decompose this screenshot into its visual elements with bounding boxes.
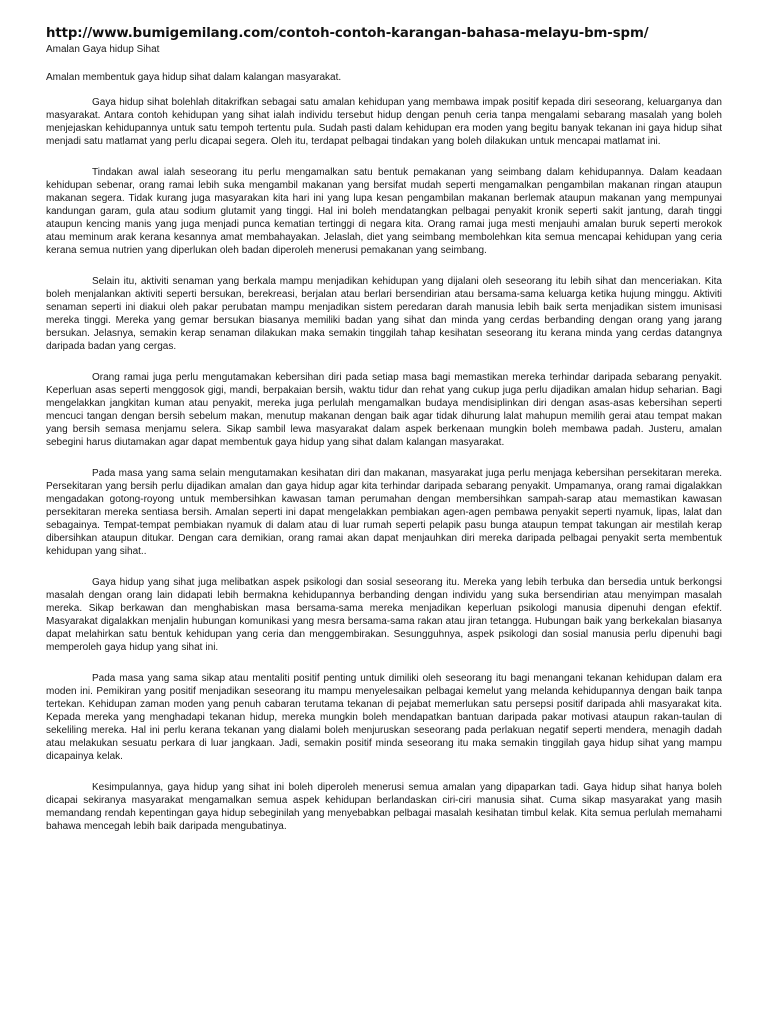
paragraph-positive-mindset: Pada masa yang sama sikap atau mentaliti positif penting untuk dimiliki oleh seseorang itu bagi menangani tekanan kehidupan dalam era moden ini. Pemikiran yang positif menjadikan seseorang itu mampu menyelesaikan pelbagai kemelut yang melanda kehidupannya dengan baik tanpa tertekan. Kehidupan zaman moden yang penuh cabaran terutama tekanan di pejabat memerlukan satu persepsi positif daripada ahli masyarakat kita. Kepada mereka yang menghadapi tekanan hidup, mereka mungkin boleh mendapatkan bantuan daripada pakar motivasi ataupun rakan-taulan di sekeliling mereka. Hal ini perlu kerana tekanan yang dialami boleh menjuruskan seseorang pada perlakuan negatif seperti mendera, menagih dadah atau melakukan sesuatu perkara di luar jangkaan. Jadi, semakin positif minda seseorang itu maka semakin tinggilah gaya hidup sihat yang mampu dicapainya kelak. <box>46 673 722 762</box>
paragraph-introduction: Gaya hidup sihat bolehlah ditakrifkan sebagai satu amalan kehidupan yang membawa impak positif kepada diri seseorang, keluarganya dan masyarakat. Antara contoh kehidupan yang sihat ialah individu tersebut hidup dengan penuh ceria tanpa mengalami sebarang masalah yang boleh menjejaskan kehidupannya untuk satu tempoh tertentu pula. Sudah pasti dalam kehidupan era moden yang begitu banyak tekanan ini gaya hidup sihat menjadi satu matlamat yang perlu dicapai segera. Oleh itu, terdapat pelbagai tindakan yang boleh dilakukan untuk mencapai matlamat ini. <box>46 97 722 147</box>
paragraph-exercise: Selain itu, aktiviti senaman yang berkala mampu menjadikan kehidupan yang dijalani oleh seseorang itu lebih sihat dan menceriakan. Kita boleh menjalankan aktiviti seperti bersukan, berekreasi, berjalan atau berlari bersendirian atau bersama-sama keluarga ketika hujung minggu. Aktiviti senaman seperti ini diakui oleh pakar perubatan mampu menjadikan sistem peredaran darah manusia lebih baik serta menjadikan sistem imunisasi mereka tinggi. Mereka yang gemar bersukan biasanya memiliki badan yang sihat dan minda yang cerdas berbanding dengan orang yang jarang bersukan. Jelasnya, semakin kerap senaman dilakukan maka semakin tinggilah tahap kesihatan seseorang itu kerana minda yang cerdas datangnya daripada badan yang cergas. <box>46 276 722 352</box>
paragraph-environment-cleanliness: Pada masa yang sama selain mengutamakan kesihatan diri dan makanan, masyarakat juga perlu menjaga kebersihan persekitaran mereka. Persekitaran yang bersih perlu dijadikan amalan dan gaya hidup agar kita terhindar daripada sebarang penyakit. Umpamanya, orang ramai digalakkan mengadakan gotong-royong untuk membersihkan kawasan taman perumahan dengan membersihkan sampah-sarap atau memastikan kawasan persekitaran mereka sentiasa bersih. Amalan seperti ini dapat mengelakkan pembiakan agen-agen pembawa penyakit seperti nyamuk, lipas, lalat dan sebagainya. Tempat-tempat pembiakan nyamuk di dalam atau di luar rumah seperti pelapik pasu bunga ataupun tempat takungan air mestilah kerap dibersihkan ataupun ditukar. Dengan cara demikian, orang ramai akan dapat menjauhkan diri mereka daripada pelbagai penyakit serta membentuk kehidupan yang sihat.. <box>46 468 722 557</box>
paragraph-psychology-social: Gaya hidup yang sihat juga melibatkan aspek psikologi dan sosial seseorang itu. Mereka yang lebih terbuka dan bersedia untuk berkongsi masalah dengan orang lain didapati lebih bermakna kehidupannya berbanding dengan individu yang suka bersendirian atau menyimpan masalah mereka. Sikap berkawan dan menghabiskan masa bersama-sama mereka menjadikan keperluan psikologi manusia dipenuhi dengan efektif. Masyarakat digalakkan menjalin hubungan komunikasi yang mesra bersama-sama rakan atau jiran tetangga. Hubungan baik yang berkekalan biasanya dapat melahirkan satu bentuk kehidupan yang ceria dan menggembirakan. Sesungguhnya, aspek psikologi dan sosial manusia perlu dipenuhi bagi memperoleh gaya hidup yang sihat ini. <box>46 577 722 653</box>
paragraph-balanced-diet: Tindakan awal ialah seseorang itu perlu mengamalkan satu bentuk pemakanan yang seimbang dalam kehidupannya. Dalam keadaan kehidupan sebenar, orang ramai lebih suka mengambil makanan yang bersifat mudah seperti mengamalkan pengambilan makanan ringan ataupun makanan segera. Tidak kurang juga masyarakan kita hari ini yang lupa kesan pengambilan makanan berlemak ataupun makanan yang mempunyai kandungan garam, gula atau sodium glutamit yang tinggi. Hal ini boleh mendatangkan pelbagai penyakit kronik seperti sakit jantung, darah tinggi ataupun kencing manis yang juga menjadi punca kematian tertinggi di negara kita. Orang ramai juga mesti menjauhi amalan buruk seperti merokok atau meminum arak kerana kesannya amat membahayakan. Jelaslah, diet yang seimbang membolehkan kita semua mencapai kehidupan yang ceria kerana semua nutrien yang diperlukan oleh badan diperoleh menerusi pemakanan yang seimbang. <box>46 167 722 256</box>
document-subtitle: Amalan Gaya hidup Sihat <box>46 44 160 55</box>
essay-body <box>46 96 722 833</box>
paragraph-conclusion: Kesimpulannya, gaya hidup yang sihat ini boleh diperoleh menerusi semua amalan yang dipaparkan tadi. Gaya hidup sihat hanya boleh dicapai sekiranya masyarakat mengamalkan semua aspek kehidupan berlandaskan ciri-ciri manusia sihat. Cuma sikap masyarakat yang masih memandang rendah kepentingan gaya hidup sebeginilah yang menyebabkan pelbagai masalah kesihatan timbul kelak. Kita semua perlulah memahami bahawa mencegah lebih baik daripada mengubatinya. <box>46 782 722 832</box>
essay-title: Amalan membentuk gaya hidup sihat dalam kalangan masyarakat. <box>46 72 342 83</box>
paragraph-personal-hygiene: Orang ramai juga perlu mengutamakan kebersihan diri pada setiap masa bagi memastikan mereka terhindar daripada sebarang penyakit. Keperluan asas seperti menggosok gigi, mandi, berpakaian bersih, waktu tidur dan rehat yang cukup juga perlu dijadikan amalan hidup seharian. Bagi mengelakkan jangkitan kuman atau penyakit, mereka juga perlulah mengamalkan budaya mendisiplinkan diri dengan asas-asas kebersihan seperti mencuci tangan dengan bersih sebelum makan, menutup makanan dengan baik agar tidak dihurung lalat mahupun memilih gerai atau tempat makan yang bersih semasa menjamu selera. Sikap sambil lewa masyarakat dalam aspek berkenaan mungkin boleh membawa padah. Justeru, amalan sebegini harus diutamakan agar dapat membentuk gaya hidup yang sihat dalam kalangan masyarakat. <box>46 372 722 448</box>
source-url: http://www.bumigemilang.com/contoh-contoh-karangan-bahasa-melayu-bm-spm/ <box>46 26 649 41</box>
